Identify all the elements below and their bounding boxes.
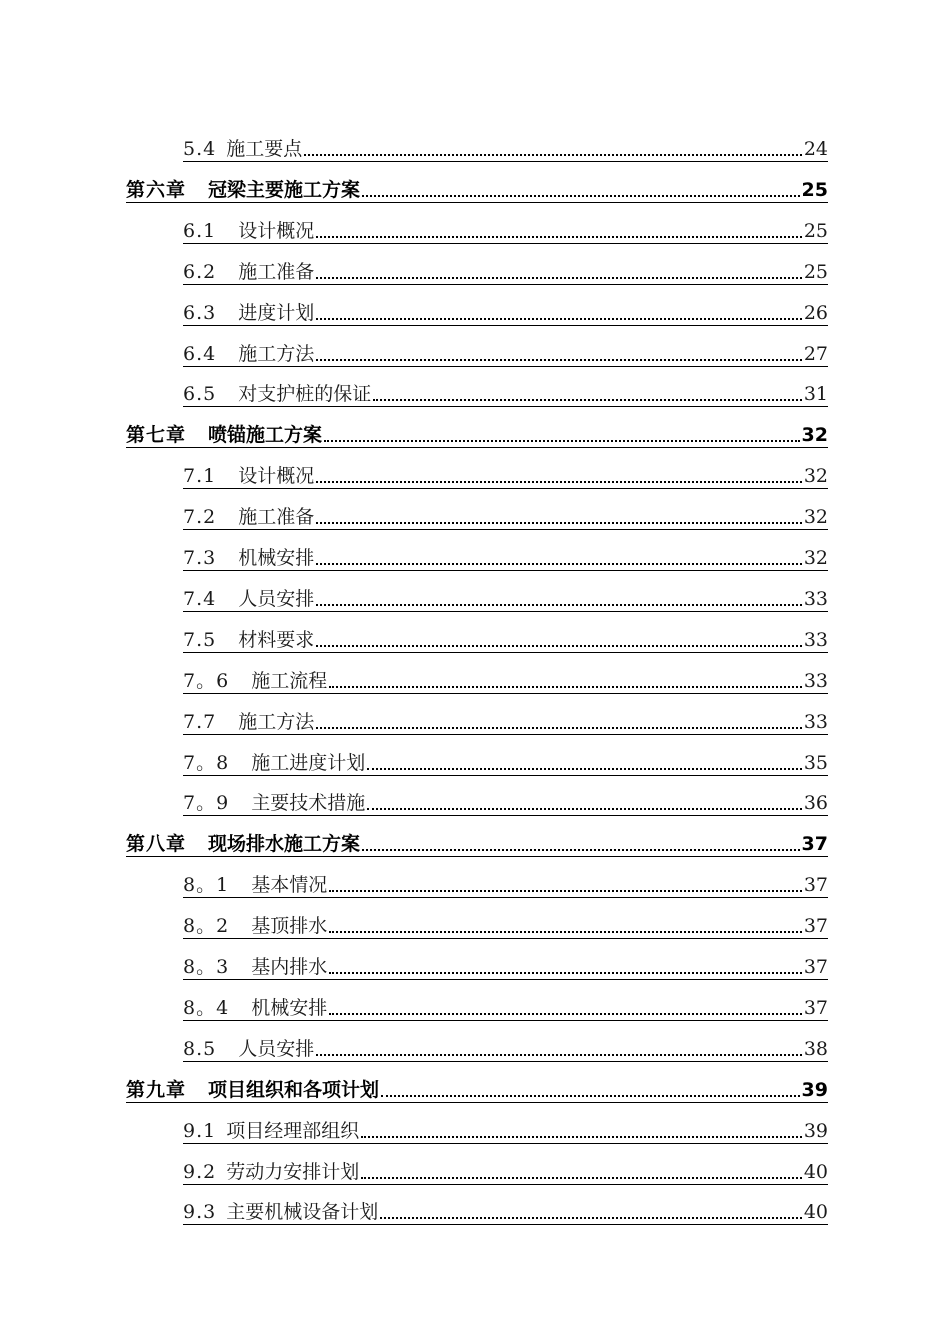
toc-dot-leader — [324, 440, 800, 442]
toc-entry-title: 机械安排 — [251, 997, 328, 1019]
toc-section-link[interactable] — [183, 954, 828, 980]
toc-entry-number: 7.1 — [183, 465, 217, 487]
toc-section-link[interactable] — [183, 341, 828, 367]
toc-section-link[interactable] — [183, 545, 828, 571]
toc-section-link[interactable] — [183, 995, 828, 1021]
toc-entry-number: 7。8 — [183, 752, 230, 774]
toc-page-number: 36 — [803, 792, 828, 814]
toc-entry-label — [183, 1161, 359, 1184]
toc-entry-number: 6.2 — [183, 261, 217, 283]
toc-entry-label — [183, 383, 371, 406]
toc-entry-title: 主要技术措施 — [251, 792, 366, 814]
toc-entry-title: 设计概况 — [238, 220, 315, 242]
toc-page-number: 37 — [801, 833, 828, 855]
toc-section-link[interactable] — [183, 463, 828, 489]
toc-entry-number: 8。3 — [183, 956, 230, 978]
toc-entry-title: 项目组织和各项计划 — [208, 1079, 380, 1101]
toc-entry-title: 基本情况 — [251, 874, 328, 896]
toc-page-number: 37 — [803, 956, 828, 978]
toc-entry-label — [183, 547, 314, 570]
toc-entry-title: 对支护桩的保证 — [238, 383, 372, 405]
toc-entry-label — [183, 1201, 378, 1224]
toc-entry-title: 施工流程 — [251, 670, 328, 692]
toc-section-link[interactable] — [183, 1199, 828, 1225]
toc-entry-label — [183, 1120, 359, 1143]
toc-section-link[interactable] — [183, 381, 828, 407]
toc-entry-label — [183, 343, 314, 366]
toc-entry-title: 进度计划 — [238, 302, 315, 324]
toc-section-link[interactable] — [183, 136, 828, 162]
toc-entry-label — [183, 1038, 314, 1061]
toc-entry-title: 喷锚施工方案 — [208, 424, 323, 446]
toc-section-link[interactable] — [183, 504, 828, 530]
toc-entry-number: 8。1 — [183, 874, 230, 896]
toc-entry-number: 第八章 — [126, 833, 187, 855]
toc-entry-title: 施工要点 — [226, 138, 303, 160]
toc-entry-title: 材料要求 — [238, 629, 315, 651]
toc-page-number: 26 — [803, 302, 828, 324]
toc-page-number: 35 — [803, 752, 828, 774]
toc-entry-title: 人员安排 — [238, 1038, 315, 1060]
toc-entry-number: 7.3 — [183, 547, 217, 569]
toc-section-link[interactable] — [183, 627, 828, 653]
toc-dot-leader — [362, 195, 800, 197]
toc-entry-number: 9.3 — [183, 1201, 217, 1223]
toc-section-link[interactable] — [183, 259, 828, 285]
toc-dot-leader — [316, 522, 802, 524]
toc-entry-label — [183, 956, 327, 979]
toc-section-link[interactable] — [183, 586, 828, 612]
toc-entry-number: 6.5 — [183, 383, 217, 405]
toc-dot-leader — [304, 154, 802, 156]
toc-entry-number: 8。2 — [183, 915, 230, 937]
toc-page-number: 33 — [803, 629, 828, 651]
toc-entry-label — [126, 424, 322, 447]
toc-entry-label — [183, 261, 314, 284]
toc-dot-leader — [329, 890, 802, 892]
toc-entry-label — [183, 874, 327, 897]
toc-page-number: 32 — [803, 547, 828, 569]
toc-dot-leader — [361, 1136, 802, 1138]
toc-section-link[interactable] — [183, 668, 828, 694]
toc-page-number: 25 — [801, 179, 828, 201]
toc-section-link[interactable] — [183, 872, 828, 898]
toc-dot-leader — [316, 236, 802, 238]
toc-entry-label — [126, 179, 360, 202]
toc-dot-leader — [316, 359, 802, 361]
toc-entry-number: 第七章 — [126, 424, 187, 446]
toc-dot-leader — [316, 481, 802, 483]
toc-dot-leader — [316, 318, 802, 320]
toc-page-number: 39 — [803, 1120, 828, 1142]
toc-chapter-link[interactable] — [126, 831, 828, 857]
toc-page-number: 32 — [803, 506, 828, 528]
toc-entry-title: 现场排水施工方案 — [208, 833, 361, 855]
toc-entry-title: 机械安排 — [238, 547, 315, 569]
toc-entry-title: 基顶排水 — [251, 915, 328, 937]
toc-entry-title: 施工准备 — [238, 506, 315, 528]
toc-entry-label — [183, 752, 365, 775]
toc-chapter-link[interactable] — [126, 422, 828, 448]
toc-entry-number: 6.4 — [183, 343, 217, 365]
toc-page-number: 40 — [803, 1201, 828, 1223]
toc-entry-label — [183, 711, 314, 734]
toc-page-number: 32 — [803, 465, 828, 487]
toc-entry-title: 施工方法 — [238, 711, 315, 733]
toc-entry-number: 6.3 — [183, 302, 217, 324]
toc-entry-title: 人员安排 — [238, 588, 315, 610]
toc-section-link[interactable] — [183, 218, 828, 244]
toc-entry-title: 设计概况 — [238, 465, 315, 487]
toc-entry-number: 第九章 — [126, 1079, 187, 1101]
toc-entry-title: 施工准备 — [238, 261, 315, 283]
toc-dot-leader — [373, 399, 802, 401]
toc-entry-label — [183, 302, 314, 325]
toc-dot-leader — [329, 972, 802, 974]
toc-dot-leader — [367, 808, 802, 810]
toc-page-number: 40 — [803, 1161, 828, 1183]
toc-entry-number: 第六章 — [126, 179, 187, 201]
toc-entry-number: 7.5 — [183, 629, 217, 651]
toc-section-link[interactable] — [183, 1036, 828, 1062]
toc-entry-label — [183, 997, 327, 1020]
toc-entry-number: 8。4 — [183, 997, 230, 1019]
toc-dot-leader — [362, 849, 800, 851]
toc-entry-title: 施工方法 — [238, 343, 315, 365]
toc-page-number: 25 — [803, 261, 828, 283]
toc-page-number: 33 — [803, 711, 828, 733]
toc-section-link[interactable] — [183, 1159, 828, 1185]
toc-entry-title: 基内排水 — [251, 956, 328, 978]
toc-entry-label — [183, 792, 365, 815]
toc-entry-title: 劳动力安排计划 — [226, 1161, 360, 1183]
toc-entry-number: 8.5 — [183, 1038, 217, 1060]
toc-page-number: 37 — [803, 997, 828, 1019]
toc-entry-label — [183, 506, 314, 529]
toc-entry-title: 主要机械设备计划 — [226, 1201, 379, 1223]
toc-page-number: 39 — [801, 1079, 828, 1101]
toc-section-link[interactable] — [183, 1118, 828, 1144]
toc-dot-leader — [329, 1013, 802, 1015]
toc-section-link[interactable] — [183, 300, 828, 326]
toc-entry-title: 项目经理部组织 — [226, 1120, 360, 1142]
toc-page-number: 25 — [803, 220, 828, 242]
toc-section-link[interactable] — [183, 709, 828, 735]
toc-entry-number: 7.2 — [183, 506, 217, 528]
toc-dot-leader — [316, 604, 802, 606]
toc-dot-leader — [361, 1177, 802, 1179]
toc-entry-title: 冠梁主要施工方案 — [208, 179, 361, 201]
toc-dot-leader — [329, 931, 802, 933]
toc-dot-leader — [316, 645, 802, 647]
toc-entry-label — [126, 1079, 379, 1102]
toc-entry-title: 施工进度计划 — [251, 752, 366, 774]
toc-dot-leader — [316, 727, 802, 729]
toc-dot-leader — [381, 1095, 800, 1097]
toc-entry-number: 7。6 — [183, 670, 230, 692]
toc-page-number: 37 — [803, 874, 828, 896]
toc-entry-label — [183, 138, 302, 161]
toc-page-number: 32 — [801, 424, 828, 446]
toc-page-number: 37 — [803, 915, 828, 937]
toc-entry-label — [126, 833, 360, 856]
toc-entry-label — [183, 915, 327, 938]
toc-entry-number: 5.4 — [183, 138, 217, 160]
toc-dot-leader — [316, 563, 802, 565]
toc-chapter-link[interactable] — [126, 177, 828, 203]
toc-page-number: 33 — [803, 670, 828, 692]
toc-entry-label — [183, 629, 314, 652]
toc-chapter-link[interactable] — [126, 1077, 828, 1103]
toc-page-number: 38 — [803, 1038, 828, 1060]
toc-page-number: 24 — [803, 138, 828, 160]
toc-section-link[interactable] — [183, 750, 828, 776]
toc-dot-leader — [316, 1054, 802, 1056]
toc-dot-leader — [380, 1217, 802, 1219]
toc-entry-label — [183, 588, 314, 611]
toc-page-number: 31 — [803, 383, 828, 405]
toc-section-link[interactable] — [183, 790, 828, 816]
toc-section-link[interactable] — [183, 913, 828, 939]
toc-entry-label — [183, 670, 327, 693]
toc-dot-leader — [329, 686, 802, 688]
toc-entry-number: 7.4 — [183, 588, 217, 610]
toc-entry-label — [183, 220, 314, 243]
toc-entry-number: 9.1 — [183, 1120, 217, 1142]
toc-entry-number: 9.2 — [183, 1161, 217, 1183]
toc-entry-number: 7.7 — [183, 711, 217, 733]
toc-page-number: 33 — [803, 588, 828, 610]
toc-entry-number: 6.1 — [183, 220, 217, 242]
toc-entry-label — [183, 465, 314, 488]
toc-dot-leader — [316, 277, 802, 279]
toc-dot-leader — [367, 768, 802, 770]
toc-entry-number: 7。9 — [183, 792, 230, 814]
toc-page-number: 27 — [803, 343, 828, 365]
